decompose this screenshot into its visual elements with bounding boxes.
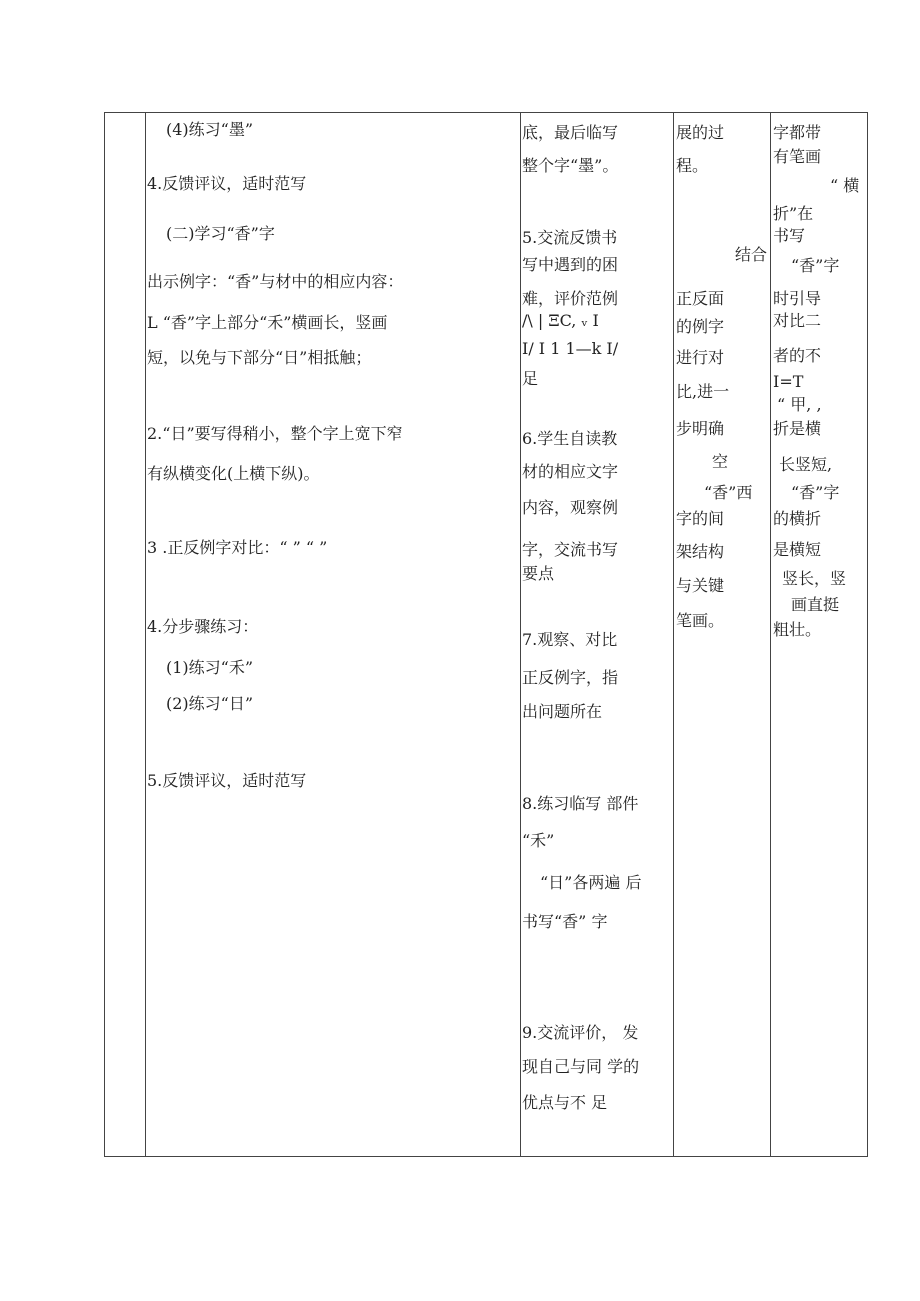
notes-line: 画直挺 <box>791 595 840 614</box>
teacher-activity-line: (二)学习“香”字 <box>166 224 275 243</box>
notes-line: 竖长，竖 <box>782 569 847 588</box>
teacher-activity-line: 4.分步骤练习： <box>147 617 259 636</box>
notes-line: “ 横 <box>830 176 860 195</box>
teacher-activity-line: L “香”字上部分“禾”横画长，竖画 <box>147 313 388 332</box>
student-activity-line: 书写“香” 字 <box>522 912 608 931</box>
design-intent-line: 结合 <box>735 245 768 264</box>
student-activity-line: 内容，观察例 <box>522 498 619 517</box>
notes-line: 者的不 <box>773 346 822 365</box>
design-intent-line: 空 <box>712 452 729 471</box>
student-activity-line: 写中遇到的困 <box>522 255 619 274</box>
notes-line: 的横折 <box>773 509 822 528</box>
student-activity-line: “日”各两遍 后 <box>540 873 642 892</box>
student-activity-line: 6.学生自读教 <box>522 429 618 448</box>
student-activity-line: 8.练习临写 部件 <box>522 794 639 813</box>
teacher-activity-line: 2.“日”要写得稍小，整个字上宽下窄 <box>147 424 403 443</box>
column-divider-1 <box>145 112 146 1157</box>
student-activity-line: 9.交流评价， 发 <box>522 1023 639 1042</box>
student-activity-line: 材的相应文字 <box>522 462 619 481</box>
student-activity-line: “禾” <box>522 831 555 850</box>
column-divider-4 <box>770 112 771 1157</box>
design-intent-line: 字的间 <box>676 509 725 528</box>
column-divider-2 <box>520 112 521 1157</box>
student-activity-line: 足 <box>522 369 539 388</box>
student-activity-line: 5.交流反馈书 <box>522 228 618 247</box>
student-activity-line: 字，交流书写 <box>522 540 619 559</box>
design-intent-line: 架结构 <box>676 542 725 561</box>
notes-line: 折是横 <box>773 419 822 438</box>
notes-line: “香”字 <box>791 483 840 502</box>
design-intent-line: 步明确 <box>676 419 725 438</box>
design-intent-line: 正反面 <box>676 289 725 308</box>
design-intent-line: 程。 <box>676 156 709 175</box>
teacher-activity-line: 5.反馈评议，适时范写 <box>147 771 307 790</box>
design-intent-line: 展的过 <box>676 123 725 142</box>
student-activity-line: 正反例字，指 <box>522 668 619 687</box>
design-intent-line: 的例字 <box>676 317 725 336</box>
notes-line: “香”字 <box>791 256 840 275</box>
notes-line: 长竖短, <box>779 455 833 474</box>
student-activity-line: 难，评价范例 <box>522 289 619 308</box>
student-activity-line: 要点 <box>522 564 555 583</box>
teacher-activity-line: 4.反馈评议，适时范写 <box>147 174 307 193</box>
teacher-activity-line: (4)练习“墨” <box>166 120 254 139</box>
student-activity-line: 优点与不 足 <box>522 1093 608 1112</box>
design-intent-line: “香”西 <box>704 483 753 502</box>
notes-line: 是横短 <box>773 540 822 559</box>
design-intent-line: 比,进一 <box>676 382 730 401</box>
notes-line: 折”在 <box>773 204 814 223</box>
teacher-activity-line: (2)练习“日” <box>166 694 254 713</box>
student-activity-line: 出问题所在 <box>522 702 603 721</box>
notes-line: 对比二 <box>773 311 822 330</box>
student-activity-line: /\ | ΞC, ᵥ I <box>522 311 599 330</box>
notes-line: “ 甲, , <box>777 395 822 414</box>
design-intent-line: 进行对 <box>676 348 725 367</box>
student-activity-line: 整个字“墨”。 <box>522 156 619 175</box>
teacher-activity-line: 3 .正反例字对比：“ ” “ ” <box>147 538 328 557</box>
notes-line: 书写 <box>773 226 806 245</box>
student-activity-line: 现自己与同 学的 <box>522 1057 640 1076</box>
design-intent-line: 笔画。 <box>676 611 725 630</box>
column-divider-3 <box>673 112 674 1157</box>
notes-line: 字都带 <box>773 123 822 142</box>
student-activity-line: 7.观察、对比 <box>522 630 618 649</box>
notes-line: 粗壮。 <box>773 620 822 639</box>
teacher-activity-line: 有纵横变化(上横下纵)。 <box>147 464 320 483</box>
student-activity-line: 底，最后临写 <box>522 123 619 142</box>
teacher-activity-line: (1)练习“禾” <box>166 658 254 677</box>
teacher-activity-line: 出示例字：“香”与材中的相应内容： <box>147 272 404 291</box>
design-intent-line: 与关键 <box>676 576 725 595</box>
notes-line: 时引导 <box>773 289 822 308</box>
student-activity-line: I/ I 1 1—k I/ <box>522 339 619 358</box>
teacher-activity-line: 短，以免与下部分“日”相抵触； <box>147 348 372 367</box>
notes-line: 有笔画 <box>773 147 822 166</box>
notes-line: I=T <box>773 372 804 391</box>
